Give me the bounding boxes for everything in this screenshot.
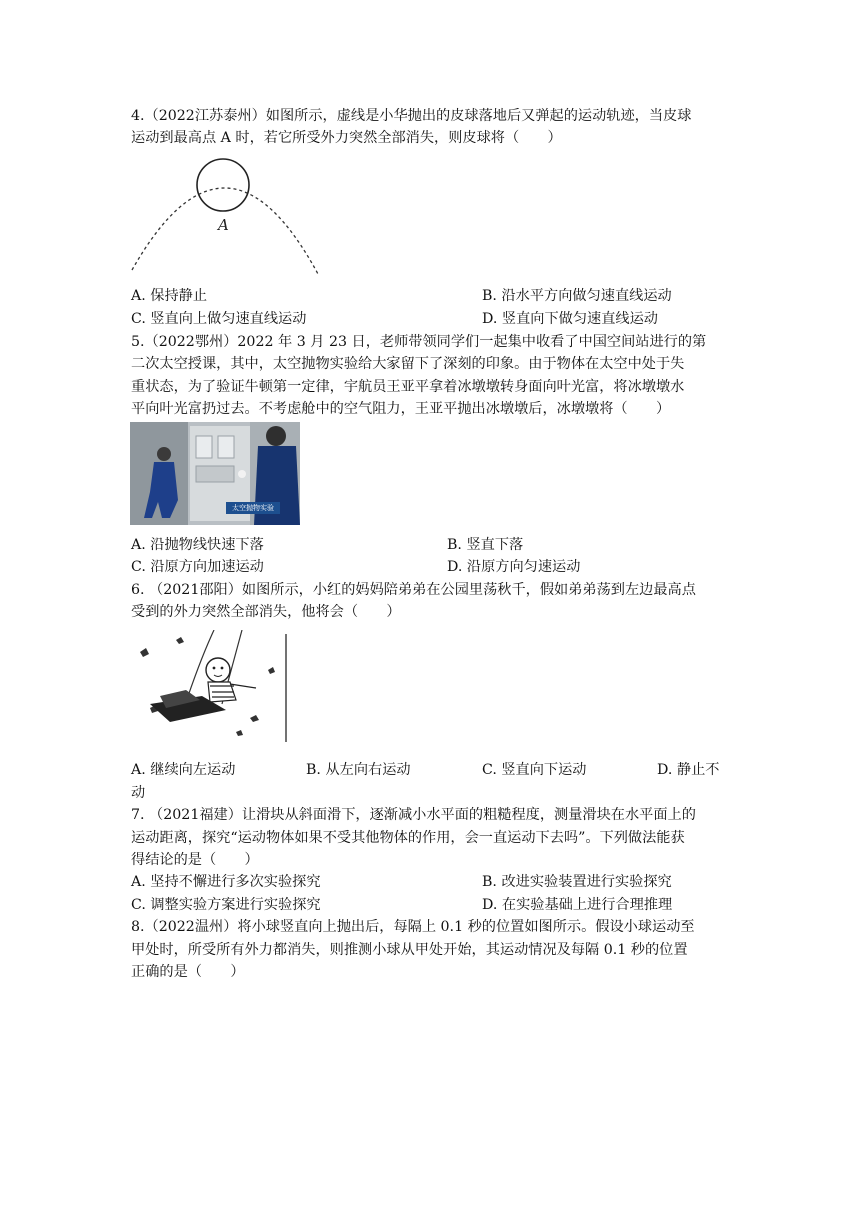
q4-stem-line1: 4.（2022江苏泰州）如图所示，虚线是小华抛出的皮球落地后又弹起的运动轨迹，当皮球	[131, 108, 692, 124]
point-a-label: A	[218, 216, 229, 234]
q7-option-a[interactable]: A. 坚持不懈进行多次实验探究	[131, 874, 321, 890]
ball-circle	[197, 159, 249, 211]
swing-figure	[130, 630, 290, 742]
q7-stem-line1: 7. （2021福建）让滑块从斜面滑下，逐渐减小水平面的粗糙程度，测量滑块在水平面上的	[131, 807, 696, 823]
q4-stem-line2: 运动到最高点 A 时，若它所受外力突然全部消失，则皮球将（ ）	[131, 130, 562, 146]
photo-caption: 太空抛物实验	[226, 502, 280, 514]
q4-option-c[interactable]: C. 竖直向上做匀速直线运动	[131, 311, 307, 327]
q7-option-c[interactable]: C. 调整实验方案进行实验探究	[131, 897, 321, 913]
q5-option-c[interactable]: C. 沿原方向加速运动	[131, 559, 264, 575]
q7-stem-line2: 运动距离，探究“运动物体如果不受其他物体的作用，会一直运动下去吗”。下列做法能获	[131, 830, 685, 846]
q6-option-a[interactable]: A. 继续向左运动	[131, 762, 236, 778]
q5-option-b[interactable]: B. 竖直下落	[447, 537, 524, 553]
q5-option-a[interactable]: A. 沿抛物线快速下落	[131, 537, 264, 553]
q5-stem-line3: 重状态，为了验证牛顿第一定律，宇航员王亚平拿着冰墩墩转身面向叶光富，将冰墩墩水	[131, 379, 685, 395]
space-station-photo	[130, 422, 300, 525]
q6-option-b[interactable]: B. 从左向右运动	[306, 762, 411, 778]
q5-stem-line4: 平向叶光富扔过去。不考虑舱中的空气阻力，王亚平抛出冰墩墩后，冰墩墩将（ ）	[131, 401, 671, 417]
q5-option-d[interactable]: D. 沿原方向匀速运动	[447, 559, 581, 575]
q6-stem-line1: 6. （2021邵阳）如图所示，小红的妈妈陪弟弟在公园里荡秋千，假如弟弟荡到左边最高点	[131, 582, 696, 598]
q8-stem-line2: 甲处时，所受所有外力都消失，则推测小球从甲处开始，其运动情况及每隔 0.1 秒的位置	[131, 942, 688, 958]
q6-option-c[interactable]: C. 竖直向下运动	[482, 762, 587, 778]
q8-stem-line1: 8.（2022温州）将小球竖直向上抛出后，每隔上 0.1 秒的位置如图所示。假设小球运动至	[131, 919, 695, 935]
q5-stem-line1: 5.（2022鄂州）2022 年 3 月 23 日，老师带领同学们一起集中收看了中国空间站进行的第	[131, 334, 707, 350]
q6-stem-line2: 受到的外力突然全部消失，他将会（ ）	[131, 604, 401, 620]
q6-option-d-continued: 动	[131, 785, 146, 801]
q4-option-a[interactable]: A. 保持静止	[131, 288, 208, 304]
q7-option-d[interactable]: D. 在实验基础上进行合理推理	[482, 897, 673, 913]
q4-option-b[interactable]: B. 沿水平方向做匀速直线运动	[482, 288, 672, 304]
q6-option-d[interactable]: D. 静止不	[657, 762, 720, 778]
q8-stem-line3: 正确的是（ ）	[131, 964, 245, 980]
q4-option-d[interactable]: D. 竖直向下做匀速直线运动	[482, 311, 658, 327]
q7-option-b[interactable]: B. 改进实验装置进行实验探究	[482, 874, 672, 890]
q5-stem-line2: 二次太空授课，其中，太空抛物实验给大家留下了深刻的印象。由于物体在太空中处于失	[131, 356, 685, 372]
q4-trajectory-figure	[126, 152, 336, 280]
q7-stem-line3: 得结论的是（ ）	[131, 852, 259, 868]
